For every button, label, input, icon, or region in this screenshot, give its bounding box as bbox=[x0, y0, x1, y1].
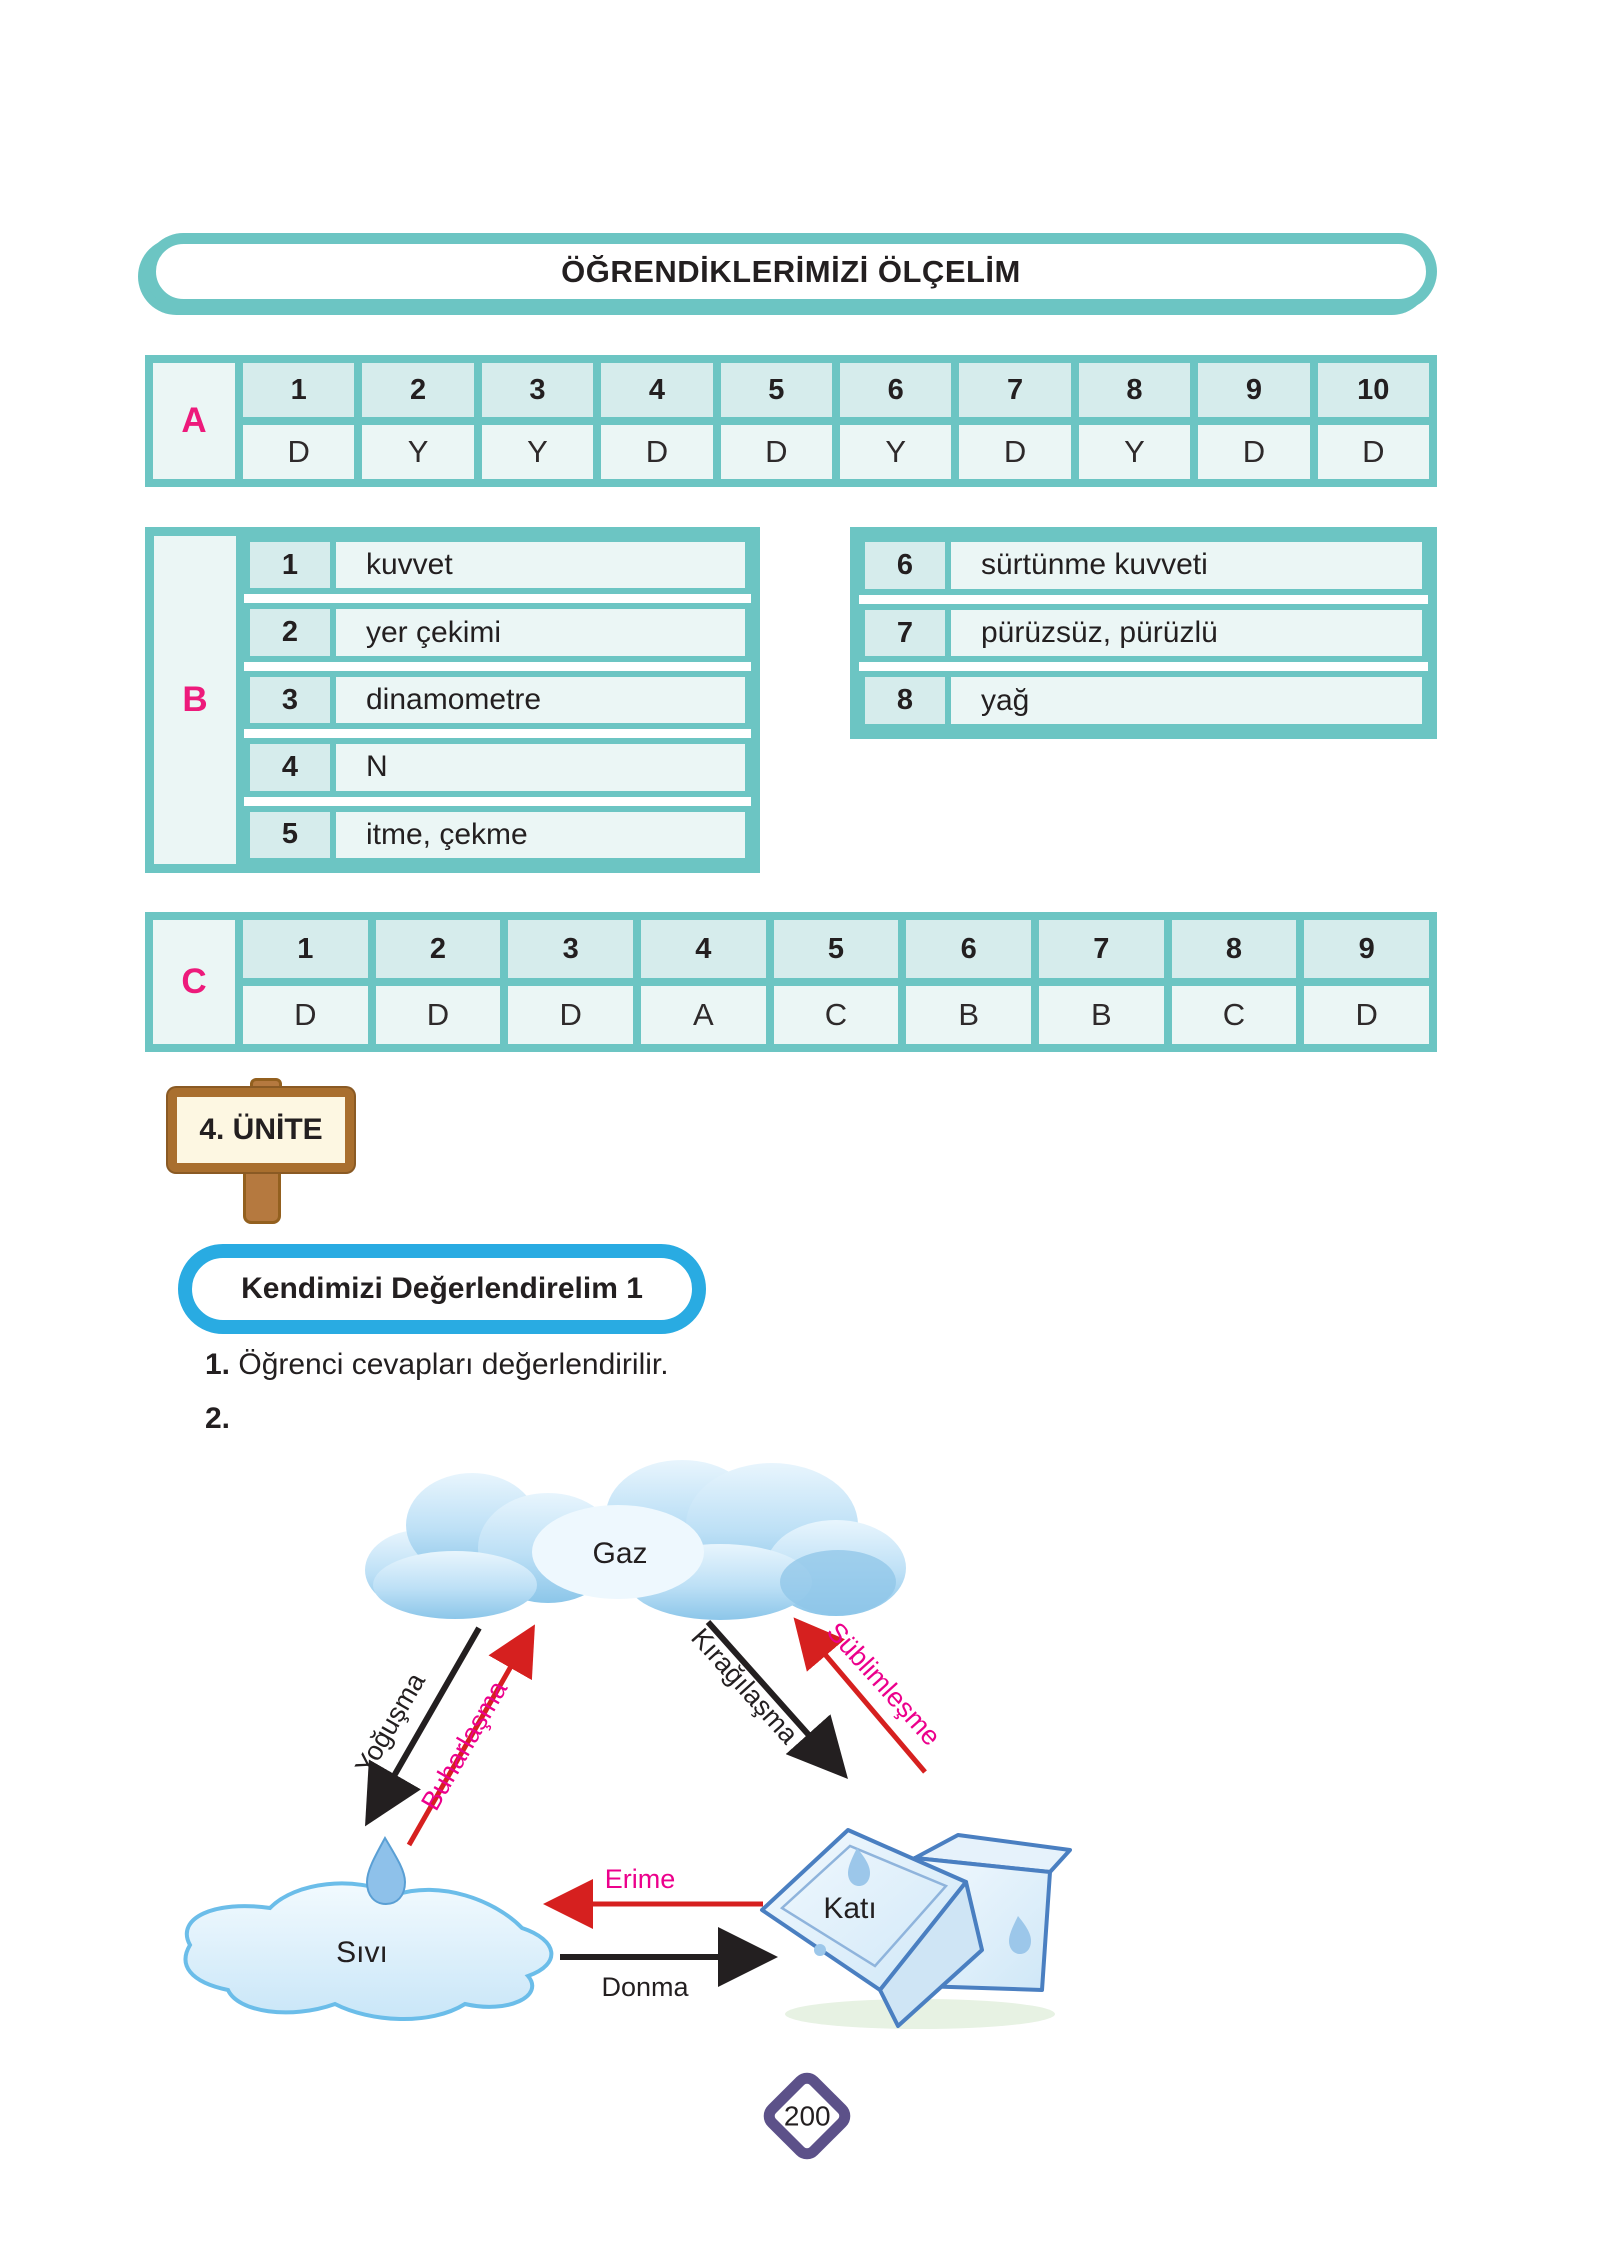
table-c-answer: B bbox=[1039, 986, 1164, 1044]
sublimation-label: Süblimleşme bbox=[820, 1616, 947, 1752]
table-a-header: 1 bbox=[243, 363, 354, 417]
table-c-header: 6 bbox=[906, 920, 1031, 978]
row-number: 4 bbox=[250, 744, 336, 790]
table-c-header: 4 bbox=[641, 920, 766, 978]
table-a-answer: Y bbox=[1079, 425, 1190, 479]
row-answer: N bbox=[336, 744, 745, 790]
unit-sign bbox=[168, 1078, 354, 1218]
melting-label: Erime bbox=[604, 1864, 676, 1894]
table-a-answer: D bbox=[1318, 425, 1429, 479]
table-c-answer: C bbox=[774, 986, 899, 1044]
table-a-header: 8 bbox=[1079, 363, 1190, 417]
table-row bbox=[244, 738, 751, 796]
table-a-answer: D bbox=[959, 425, 1070, 479]
puddle-illustration bbox=[186, 1838, 552, 2019]
page-number-badge bbox=[758, 2067, 857, 2166]
table-a-answer: Y bbox=[482, 425, 593, 479]
table-a-answer: D bbox=[243, 425, 354, 479]
table-c-header: 5 bbox=[774, 920, 899, 978]
table-a-header: 7 bbox=[959, 363, 1070, 417]
unit-label: 4. ÜNİTE bbox=[199, 1113, 323, 1146]
sign-board bbox=[168, 1088, 354, 1172]
deposition-label: Kırağılaşma bbox=[685, 1622, 805, 1750]
table-c-answer: D bbox=[1304, 986, 1429, 1044]
answer-table-c bbox=[145, 912, 1437, 1052]
table-row bbox=[859, 604, 1428, 663]
freezing-label: Donma bbox=[601, 1972, 689, 2002]
table-c-answer: C bbox=[1172, 986, 1297, 1044]
water-droplet bbox=[367, 1838, 405, 1904]
row-number: 3 bbox=[250, 677, 336, 723]
row-answer: itme, çekme bbox=[336, 812, 745, 858]
table-c-answer: D bbox=[376, 986, 501, 1044]
item-1 bbox=[205, 1348, 669, 1382]
table-a-header: 10 bbox=[1318, 363, 1429, 417]
table-b-right-rows bbox=[859, 536, 1428, 730]
table-c-answer: A bbox=[641, 986, 766, 1044]
matching-table-b-right bbox=[850, 527, 1437, 739]
table-row bbox=[244, 603, 751, 661]
evaporation-label: Buharlaşma bbox=[415, 1675, 514, 1816]
row-answer: yer çekimi bbox=[336, 609, 745, 655]
table-a-header: 4 bbox=[601, 363, 712, 417]
row-number: 1 bbox=[250, 542, 336, 588]
table-row bbox=[244, 806, 751, 864]
table-row bbox=[859, 671, 1428, 730]
row-answer: kuvvet bbox=[336, 542, 745, 588]
table-c-answer: D bbox=[508, 986, 633, 1044]
row-number: 8 bbox=[865, 677, 951, 724]
table-c-answer: D bbox=[243, 986, 368, 1044]
table-c-label: C bbox=[153, 920, 235, 1044]
item-1-text: Öğrenci cevapları değerlendirilir. bbox=[230, 1348, 669, 1381]
table-c-header: 9 bbox=[1304, 920, 1429, 978]
table-row bbox=[244, 536, 751, 594]
section-banner bbox=[178, 1244, 706, 1334]
row-answer: dinamometre bbox=[336, 677, 745, 723]
section-title: Kendimizi Değerlendirelim 1 bbox=[241, 1272, 643, 1305]
row-answer: pürüzsüz, pürüzlü bbox=[951, 610, 1422, 657]
states-of-matter-diagram bbox=[120, 1430, 1220, 2070]
page-title-banner bbox=[145, 233, 1437, 310]
gas-state-label: Gaz bbox=[592, 1536, 648, 1570]
item-2-number: 2. bbox=[205, 1402, 231, 1435]
table-a-answer: D bbox=[1198, 425, 1309, 479]
table-a-header: 6 bbox=[840, 363, 951, 417]
condensation-label: Yoğuşma bbox=[349, 1667, 432, 1780]
ice-cube-illustration bbox=[762, 1830, 1070, 2029]
page-number: 200 bbox=[783, 2100, 831, 2131]
table-a-answer: D bbox=[721, 425, 832, 479]
row-number: 6 bbox=[865, 542, 951, 589]
row-number: 2 bbox=[250, 609, 336, 655]
solid-state-label: Katı bbox=[823, 1892, 877, 1925]
table-row bbox=[244, 671, 751, 729]
table-c-header: 2 bbox=[376, 920, 501, 978]
table-c-header: 8 bbox=[1172, 920, 1297, 978]
table-c-header: 3 bbox=[508, 920, 633, 978]
table-a-label: A bbox=[153, 363, 235, 479]
table-c-header: 1 bbox=[243, 920, 368, 978]
answer-table-a bbox=[145, 355, 1437, 487]
table-a-header: 9 bbox=[1198, 363, 1309, 417]
table-a-header: 3 bbox=[482, 363, 593, 417]
table-row bbox=[859, 536, 1428, 595]
table-a-grid bbox=[243, 363, 1429, 479]
table-b-label: B bbox=[154, 536, 244, 864]
item-1-number: 1. bbox=[205, 1348, 231, 1381]
table-c-grid bbox=[243, 920, 1429, 1044]
row-answer: yağ bbox=[951, 677, 1422, 724]
table-a-header: 5 bbox=[721, 363, 832, 417]
row-number: 5 bbox=[250, 812, 336, 858]
table-c-answer: B bbox=[906, 986, 1031, 1044]
page-title: ÖĞRENDİKLERİMİZİ ÖLÇELİM bbox=[561, 253, 1021, 289]
liquid-state-label: Sıvı bbox=[336, 1936, 388, 1969]
table-b-left-rows bbox=[244, 536, 751, 864]
row-answer: sürtünme kuvveti bbox=[951, 542, 1422, 589]
table-a-answer: Y bbox=[840, 425, 951, 479]
table-a-answer: D bbox=[601, 425, 712, 479]
table-c-header: 7 bbox=[1039, 920, 1164, 978]
row-number: 7 bbox=[865, 610, 951, 657]
table-a-header: 2 bbox=[362, 363, 473, 417]
table-a-answer: Y bbox=[362, 425, 473, 479]
matching-table-b-left bbox=[145, 527, 760, 873]
